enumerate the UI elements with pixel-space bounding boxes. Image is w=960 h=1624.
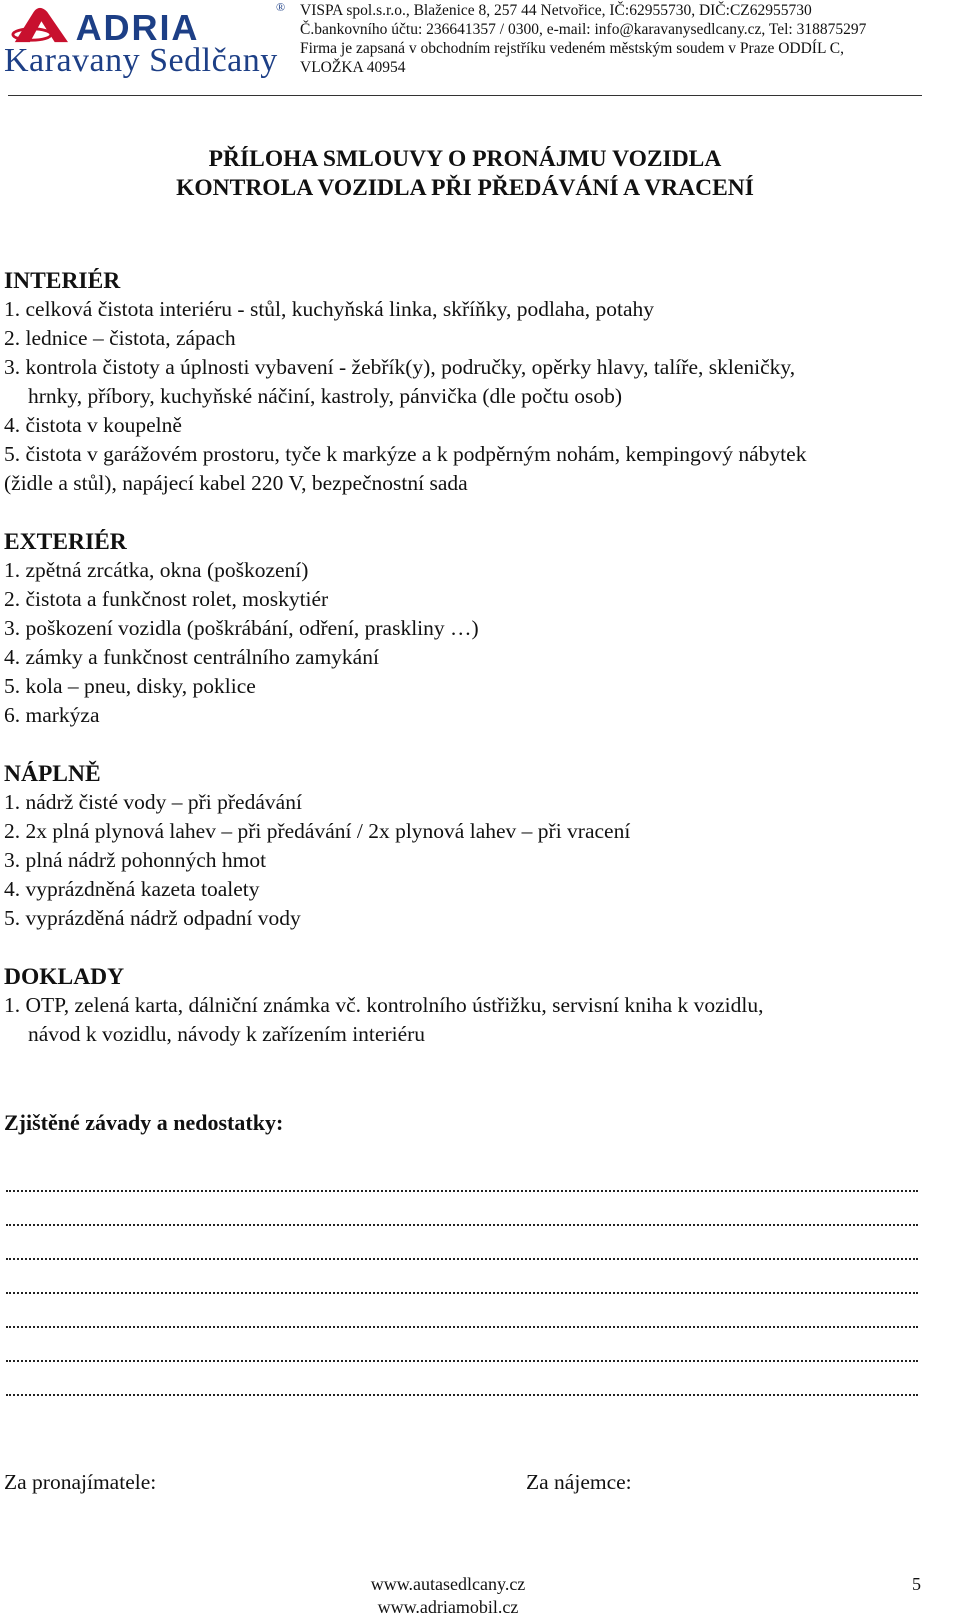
defects-line[interactable] [6, 1358, 918, 1362]
list-item: 5. čistota v garážovém prostoru, tyče k markýze a k podpěrným nohám, kempingový nábytek [4, 442, 807, 466]
company-info-line: Č.bankovního účtu: 236641357 / 0300, e-mail: info@karavanysedlcany.cz, Tel: 318875297 [300, 21, 867, 38]
document-title: PŘÍLOHA SMLOUVY O PRONÁJMU VOZIDLA [208, 146, 722, 172]
logo-brand-text: ADRIA [75, 7, 200, 44]
defects-line[interactable] [6, 1392, 918, 1396]
defects-line[interactable] [6, 1290, 918, 1294]
defects-line[interactable] [6, 1324, 918, 1328]
list-item: 3. poškození vozidla (poškrábání, odření, praskliny …) [4, 616, 479, 640]
defects-line[interactable] [6, 1222, 918, 1226]
company-info-line: VLOŽKA 40954 [300, 59, 406, 76]
list-item: 2. 2x plná plynová lahev – při předávání / 2x plynová lahev – při vracení [4, 819, 631, 843]
defects-line[interactable] [6, 1256, 918, 1260]
list-item: 2. lednice – čistota, zápach [4, 326, 236, 350]
logo-subtitle: Karavany Sedlčany [4, 42, 278, 79]
defects-line[interactable] [6, 1188, 918, 1192]
list-item: 1. celková čistota interiéru - stůl, kuchyňská linka, skříňky, podlaha, potahy [4, 297, 655, 321]
list-item: 4. čistota v koupelně [4, 413, 182, 437]
section-heading-interier: INTERIÉR [4, 268, 121, 294]
footer-url-1: www.autasedlcany.cz [370, 1574, 526, 1594]
list-item: 1. zpětná zrcátka, okna (poškození) [4, 558, 309, 582]
adria-logo-graphic [4, 6, 284, 44]
list-item: 6. markýza [4, 703, 100, 727]
list-item-continuation: hrnky, příbory, kuchyňské náčiní, kastroly, pánvička (dle počtu osob) [28, 384, 623, 408]
list-item: 4. vyprázdněná kazeta toalety [4, 877, 260, 901]
company-logo [4, 0, 288, 79]
header-divider [8, 95, 922, 96]
company-info-line: Firma je zapsaná v obchodním rejstříku vedeném městským soudem v Praze ODDÍL C, [300, 40, 844, 57]
registered-mark: ® [276, 0, 286, 14]
document-subtitle: KONTROLA VOZIDLA PŘI PŘEDÁVÁNÍ A VRACENÍ [176, 175, 754, 201]
list-item: 3. plná nádrž pohonných hmot [4, 848, 267, 872]
list-item: 5. vyprázděná nádrž odpadní vody [4, 906, 301, 930]
list-item: 2. čistota a funkčnost rolet, moskytiér [4, 587, 329, 611]
list-item: 1. nádrž čisté vody – při předávání [4, 790, 302, 814]
section-heading-naplne: NÁPLNĚ [4, 761, 101, 787]
section-heading-exterier: EXTERIÉR [4, 529, 127, 555]
list-item-continuation: návod k vozidlu, návody k zařízením interiéru [28, 1022, 426, 1046]
section-heading-doklady: DOKLADY [4, 964, 125, 990]
signature-landlord-label: Za pronajímatele: [4, 1470, 157, 1494]
list-item: 5. kola – pneu, disky, poklice [4, 674, 256, 698]
signature-tenant-label: Za nájemce: [526, 1470, 632, 1494]
defects-heading: Zjištěné závady a nedostatky: [4, 1110, 284, 1135]
company-info-line: VISPA spol.s.r.o., Blaženice 8, 257 44 Netvořice, IČ:62955730, DIČ:CZ62955730 [300, 2, 812, 19]
list-item: 3. kontrola čistoty a úplnosti vybavení - žebřík(y), područky, opěrky hlavy, talíře, skleničky, [4, 355, 796, 379]
page-number: 5 [912, 1574, 921, 1594]
list-item: 1. OTP, zelená karta, dálniční známka vč. kontrolního ústřižku, servisní kniha k vozidlu, [4, 993, 764, 1017]
list-item: 4. zámky a funkčnost centrálního zamykání [4, 645, 379, 669]
footer-url-2: www.adriamobil.cz [377, 1597, 519, 1617]
list-item-continuation: (židle a stůl), napájecí kabel 220 V, bezpečnostní sada [4, 471, 468, 495]
